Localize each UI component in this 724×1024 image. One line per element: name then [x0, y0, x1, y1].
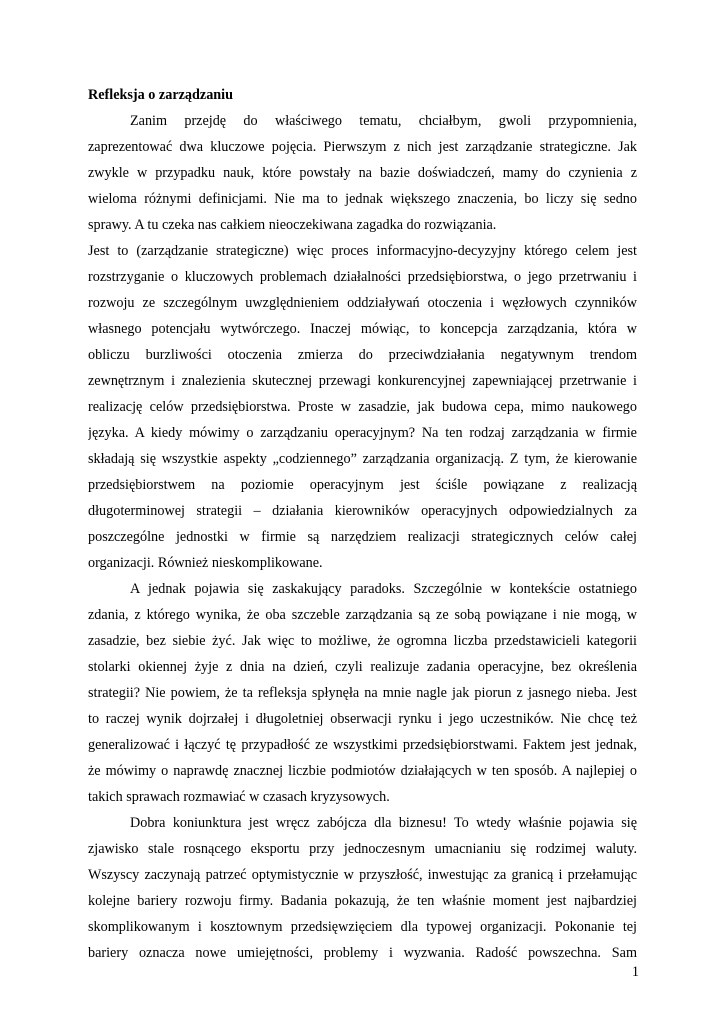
text-line: skomplikowanym i kosztownym przedsięwzięciem dla typowej organizacji. Pokonanie tej	[88, 919, 637, 935]
text-line: składają się wszystkie aspekty „codziennego” zarządzania organizacją. Z tym, że kierowanie	[88, 451, 637, 467]
text-line: wieloma różnymi definicjami. Nie ma to jednak większego znaczenia, bo liczy się sedno	[88, 191, 637, 207]
text-line: Jest to (zarządzanie strategiczne) więc proces informacyjno-decyzyjny którego celem jest	[88, 243, 637, 259]
text-line: bariery oznacza nowe umiejętności, problemy i wyzwania. Radość powszechna. Sam	[88, 945, 637, 961]
text-line: długoterminowej strategii – działania kierowników operacyjnych odpowiedzialnych za	[88, 503, 637, 519]
text-line: rozstrzyganie o kluczowych problemach działalności przedsiębiorstwa, o jego przetrwaniu i	[88, 269, 637, 285]
text-line: stolarki okiennej żyje z dnia na dzień, czyli realizuje zadania operacyjne, bez określenia	[88, 659, 637, 675]
text-line: A jednak pojawia się zaskakujący paradoks. Szczególnie w kontekście ostatniego	[130, 581, 637, 597]
text-line: Dobra koniunktura jest wręcz zabójcza dla biznesu! To wtedy właśnie pojawia się	[130, 815, 637, 831]
text-line: obliczu burzliwości otoczenia zmierza do przeciwdziałania negatywnym trendom	[88, 347, 637, 363]
text-line: rozwoju ze szczególnym uwzględnieniem oddziaływań otoczenia i węzłowych czynników	[88, 295, 637, 311]
document-title: Refleksja o zarządzaniu	[88, 87, 234, 103]
page-number: 1	[631, 964, 639, 980]
text-line: zjawisko stale rosnącego eksportu przy jednoczesnym umacnianiu się rodzimej waluty.	[88, 841, 637, 857]
text-line: że mówimy o naprawdę znacznej liczbie podmiotów działających w ten sposób. A najlepiej o	[88, 763, 637, 779]
text-line: zwykle w przypadku nauk, które powstały na bazie doświadczeń, mamy do czynienia z	[88, 165, 637, 181]
text-line: organizacji. Również nieskomplikowane.	[88, 555, 323, 571]
text-line: zewnętrznym i znalezienia skutecznej przewagi konkurencyjnej zapewniającej przetrwanie i	[88, 373, 637, 389]
text-line: realizację celów przedsiębiorstwa. Proste w zasadzie, jak budowa cepa, mimo naukowego	[88, 399, 637, 415]
text-line: strategii? Nie powiem, że ta refleksja spłynęła na mnie nagle jak piorun z jasnego nieba. Jest	[88, 685, 637, 701]
text-line: zasadzie, bez siebie żyć. Jak więc to możliwe, że ogromna liczba przedstawicieli kategorii	[88, 633, 637, 649]
text-line: takich sprawach rozmawiać w czasach kryzysowych.	[88, 789, 390, 805]
text-line: sprawy. A tu czeka nas całkiem nieoczekiwana zagadka do rozwiązania.	[88, 217, 497, 233]
text-line: to raczej wynik dojrzałej i długoletniej obserwacji rynku i jego uczestników. Nie chcę też	[88, 711, 637, 727]
text-line: języka. A kiedy mówimy o zarządzaniu operacyjnym? Na ten rodzaj zarządzania w firmie	[88, 425, 637, 441]
text-line: zaprezentować dwa kluczowe pojęcia. Pierwszym z nich jest zarządzanie strategiczne. Jak	[88, 139, 637, 155]
text-line: przedsiębiorstwem na poziomie operacyjnym jest ściśle powiązane z realizacją	[88, 477, 637, 493]
text-line: kolejne bariery rozwoju firmy. Badania pokazują, że ten właśnie moment jest najbardziej	[88, 893, 637, 909]
text-line: Zanim przejdę do właściwego tematu, chciałbym, gwoli przypomnienia,	[130, 113, 637, 129]
text-line: własnego potencjału wytwórczego. Inaczej mówiąc, to koncepcja zarządzania, która w	[88, 321, 637, 337]
text-line: generalizować i łączyć tę przypadłość ze wszystkimi przedsiębiorstwami. Faktem jest jednak,	[88, 737, 637, 753]
text-line: zdania, z którego wynika, że oba szczeble zarządzania są ze sobą powiązane i nie mogą, w	[88, 607, 637, 623]
text-line: Wszyscy zaczynają patrzeć optymistycznie w przyszłość, inwestując za granicą i przełamując	[88, 867, 637, 883]
text-line: poszczególne jednostki w firmie są narzędziem realizacji strategicznych celów całej	[88, 529, 637, 545]
